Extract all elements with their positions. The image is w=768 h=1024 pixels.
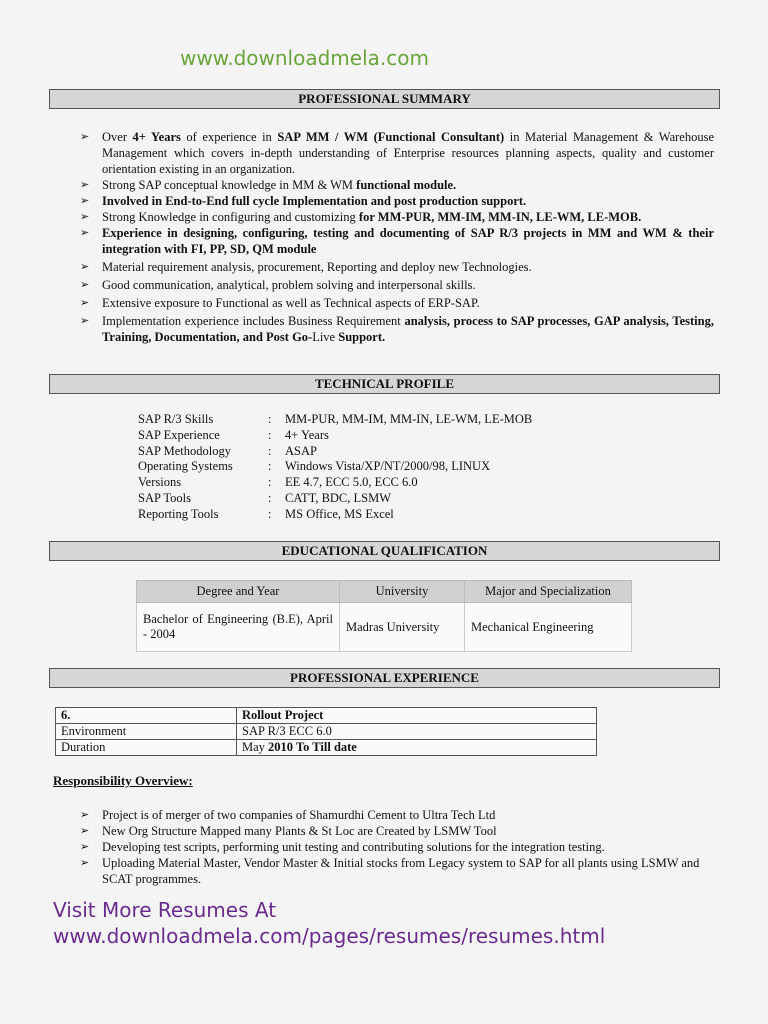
section-professional-experience: PROFESSIONAL EXPERIENCE: [49, 668, 720, 688]
list-item: ➢ Over 4+ Years of experience in SAP MM / WM (Functional Consultant) in Material Management & Warehouse Management which covers in-depth understanding of Enterprise resources planning aspects, quality and customer orientation existing in an organization.: [80, 130, 715, 176]
summary-list: [80, 129, 714, 345]
list-item: ➢ Good communication, analytical, problem solving and interpersonal skills.: [80, 278, 476, 292]
responsibility-list: [80, 807, 700, 887]
table-row: Operating Systems : Windows Vista/XP/NT/2000/98, LINUX: [138, 459, 491, 474]
table-row: Duration May 2010 To Till date: [56, 740, 597, 756]
arrow-bullet-icon: ➢: [80, 314, 90, 327]
arrow-bullet-icon: ➢: [80, 210, 90, 223]
table-row: Versions : EE 4.7, ECC 5.0, ECC 6.0: [138, 475, 418, 490]
site-url[interactable]: www.downloadmela.com: [180, 46, 429, 70]
arrow-bullet-icon: ➢: [80, 226, 90, 239]
technical-profile-table: [138, 412, 532, 523]
table-row: SAP Methodology : ASAP: [138, 443, 317, 458]
arrow-bullet-icon: ➢: [80, 194, 90, 207]
section-professional-summary: PROFESSIONAL SUMMARY: [49, 89, 720, 109]
list-item: ➢ Material requirement analysis, procurement, Reporting and deploy new Technologies.: [80, 260, 532, 274]
arrow-bullet-icon: ➢: [80, 296, 90, 309]
education-table: [136, 580, 632, 652]
table-row: Environment SAP R/3 ECC 6.0: [56, 724, 597, 740]
list-item: ➢ Involved in End-to-End full cycle Implementation and post production support.: [80, 194, 527, 208]
footer-visit-text: Visit More Resumes At: [53, 898, 277, 922]
arrow-bullet-icon: ➢: [80, 178, 90, 191]
arrow-bullet-icon: ➢: [80, 278, 90, 291]
table-row: Bachelor of Engineering (B.E), April - 2004 Madras University Mechanical Engineering: [137, 603, 632, 652]
list-item: ➢ Strong Knowledge in configuring and customizing for MM-PUR, MM-IM, MM-IN, LE-WM, LE-MOB.: [80, 210, 642, 224]
arrow-bullet-icon: ➢: [80, 130, 90, 143]
table-row: SAP R/3 Skills : MM-PUR, MM-IM, MM-IN, LE-WM, LE-MOB: [138, 412, 533, 426]
table-header-row: Degree and Year University Major and Specialization: [137, 581, 632, 603]
arrow-bullet-icon: ➢: [80, 856, 90, 869]
list-item: ➢ New Org Structure Mapped many Plants & St Loc are Created by LSMW Tool: [80, 824, 497, 838]
arrow-bullet-icon: ➢: [80, 808, 90, 821]
arrow-bullet-icon: ➢: [80, 260, 90, 273]
responsibility-title: Responsibility Overview:: [53, 773, 193, 788]
arrow-bullet-icon: ➢: [80, 840, 90, 853]
table-row: SAP Tools : CATT, BDC, LSMW: [138, 490, 392, 505]
list-item: ➢ Implementation experience includes Business Requirement analysis, process to SAP processes, GAP analysis, Testing, Training, Documentation, and Post Go-Live Support.: [80, 314, 714, 344]
table-row: 6. Rollout Project: [56, 708, 597, 724]
list-item: ➢ Strong SAP conceptual knowledge in MM & WM functional module.: [80, 178, 457, 192]
list-item: ➢ Extensive exposure to Functional as well as Technical aspects of ERP-SAP.: [80, 296, 480, 310]
list-item: ➢ Uploading Material Master, Vendor Master & Initial stocks from Legacy system to SAP for all plants using LSMW and SCAT programmes.: [80, 856, 700, 886]
section-technical-profile: TECHNICAL PROFILE: [49, 374, 720, 394]
section-educational-qualification: EDUCATIONAL QUALIFICATION: [49, 541, 720, 561]
arrow-bullet-icon: ➢: [80, 824, 90, 837]
list-item: ➢ Developing test scripts, performing unit testing and contributing solutions for the integration testing.: [80, 840, 605, 854]
table-row: SAP Experience : 4+ Years: [138, 427, 329, 442]
list-item: ➢ Experience in designing, configuring, testing and documenting of SAP R/3 projects in MM and WM & their integration with FI, PP, SD, QM module: [80, 226, 714, 256]
table-row: Reporting Tools : MS Office, MS Excel: [138, 506, 394, 521]
experience-table: [55, 707, 597, 756]
footer-resumes-link[interactable]: www.downloadmela.com/pages/resumes/resumes.html: [53, 924, 606, 948]
list-item: ➢ Project is of merger of two companies of Shamurdhi Cement to Ultra Tech Ltd: [80, 808, 496, 822]
